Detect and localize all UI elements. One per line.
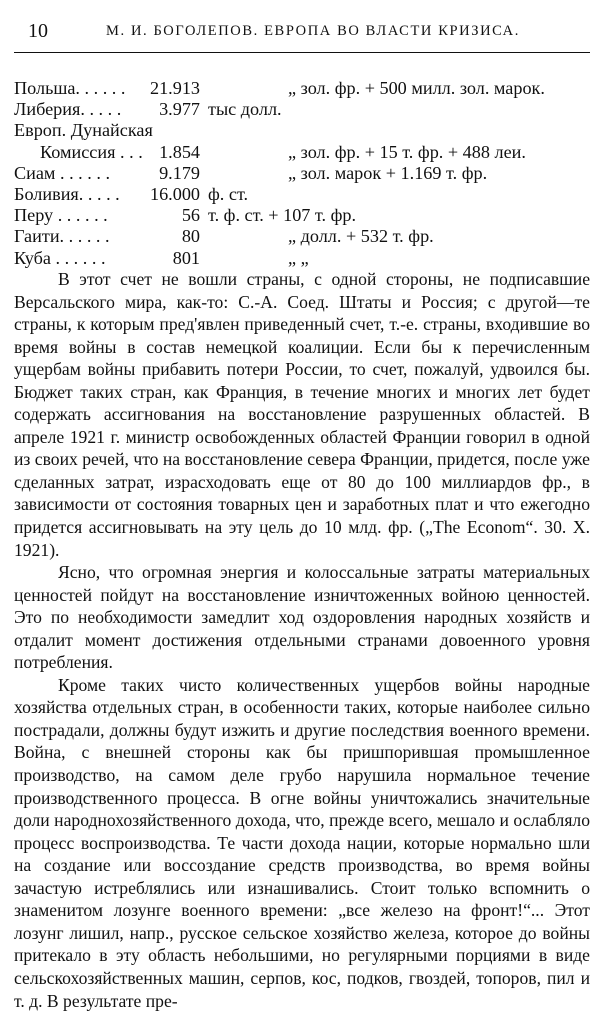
country-name: Либерия. . . . .: [14, 99, 122, 120]
amount-unit: т. ф. ст. + 107 т. фр.: [208, 205, 357, 226]
table-row: [14, 163, 594, 184]
amount-value: 56: [181, 205, 200, 226]
amount-unit: ф. ст.: [208, 183, 249, 204]
amount-value: 9.179: [159, 162, 200, 183]
reparations-table: [14, 78, 594, 269]
amount-note: „ зол. фр. + 500 милл. зол. марок.: [288, 78, 545, 98]
running-header: [14, 18, 590, 53]
body-text: [14, 268, 590, 1012]
paragraph: В этот счет не вошли страны, с одной стороны, не подписавшие Версальского мира, как-то: С.-А. Соед. Штаты и Россия; с другой—те страны, к которым пред'явлен приведенный счет, т.-е. страны, входившие во время войны в состав немецкой коалиции. Если бы к перечисленным ущербам войны прибавить потери России, то счет, пожалуй, удвоился бы. Бюджет таких стран, как Франция, в течение многих и многих лет будет содержать ассигнования на восстановление разрушенных областей. В апреле 1921 г. министр освобожденных областей Франции говорил в одной из своих речей, что на восстановление севера Франции, придется, после уже сделанных затрат, израсходовать еще от 80 до 100 миллиардов фр., в зависимости от состояния товарных цен и заработных плат и что ежегодно придется ассигновывать на эту цель до 10 млд. фр. („The Econom“. 30. X. 1921).: [14, 269, 590, 560]
amount-value: 801: [172, 247, 200, 268]
country-name: Европ. Дунайская: [14, 120, 153, 141]
paragraph: Ясно, что огромная энергия и колоссальные затраты материальных ценностей пойдут на восстановление изничтоженных войною ценностей. Это по необходимости замедлит ход оздоровления народных хозяйств и отдалит момент достижения отдельными странами довоенного уровня потребления.: [14, 562, 590, 673]
amount-value: 3.977: [159, 99, 200, 120]
table-row: [14, 99, 594, 120]
paragraph: Кроме таких чисто количественных ущербов войны народные хозяйства отдельных стран, в особенности таких, которые наиболее сильно пострадали, должны будут изжить и другие последствия военного времени. Война, с внешней стороны как бы пришпорившая промышленное производство, на самом деле грубо нарушила нормальное течение производственного процесса. В огне войны уничтожались значительные доли народнохозяйственного дохода, что, прежде всего, мешало и ослабляло процесс воспроизводства. Те части дохода нации, которые нормально шли на создание или воссоздание средств производства, во время войны зачастую истреблялись или изнашивались. Стоит только вспомнить о знаменитом лозунге военного времени: „все железо на фронт!“... Этот лозунг лишил, напр., русское сельское хозяйство железа, которое до войны притекало в эту область небольшими, но регулярными порциями в виде сельскохозяйственных машин, серпов, кос, подков, гвоздей, топоров, пил и т. д. В результате пре-: [14, 674, 590, 1011]
table-row: [14, 205, 594, 226]
amount-note: „ зол. фр. + 15 т. фр. + 488 леи.: [288, 141, 526, 162]
country-name: Перу . . . . . .: [14, 205, 108, 226]
table-row: [14, 184, 594, 205]
table-row: [14, 226, 594, 247]
table-row: [14, 120, 594, 141]
country-name: Сиам . . . . . .: [14, 162, 111, 183]
table-row: [14, 142, 594, 163]
country-name: Комиссия . . .: [40, 141, 143, 162]
amount-value: 16.000: [149, 183, 200, 204]
table-row: [14, 78, 594, 99]
country-name: Куба . . . . . .: [14, 247, 106, 268]
country-name: Гаити. . . . . .: [14, 226, 110, 247]
amount-value: 21.913: [149, 78, 200, 98]
table-row: [14, 248, 594, 269]
amount-unit: тыс долл.: [208, 99, 282, 120]
amount-value: 1.854: [159, 141, 200, 162]
running-title: М. И. БОГОЛЕПОВ. ЕВРОПА ВО ВЛАСТИ КРИЗИСА.: [106, 23, 520, 39]
amount-note: „ зол. марок + 1.169 т. фр.: [288, 162, 488, 183]
amount-value: 80: [181, 226, 200, 247]
amount-note: „ „: [288, 247, 309, 268]
page-number: 10: [28, 20, 48, 42]
amount-note: „ долл. + 532 т. фр.: [288, 226, 434, 247]
country-name: Боливия. . . . .: [14, 183, 120, 204]
country-name: Польша. . . . . .: [14, 78, 126, 98]
